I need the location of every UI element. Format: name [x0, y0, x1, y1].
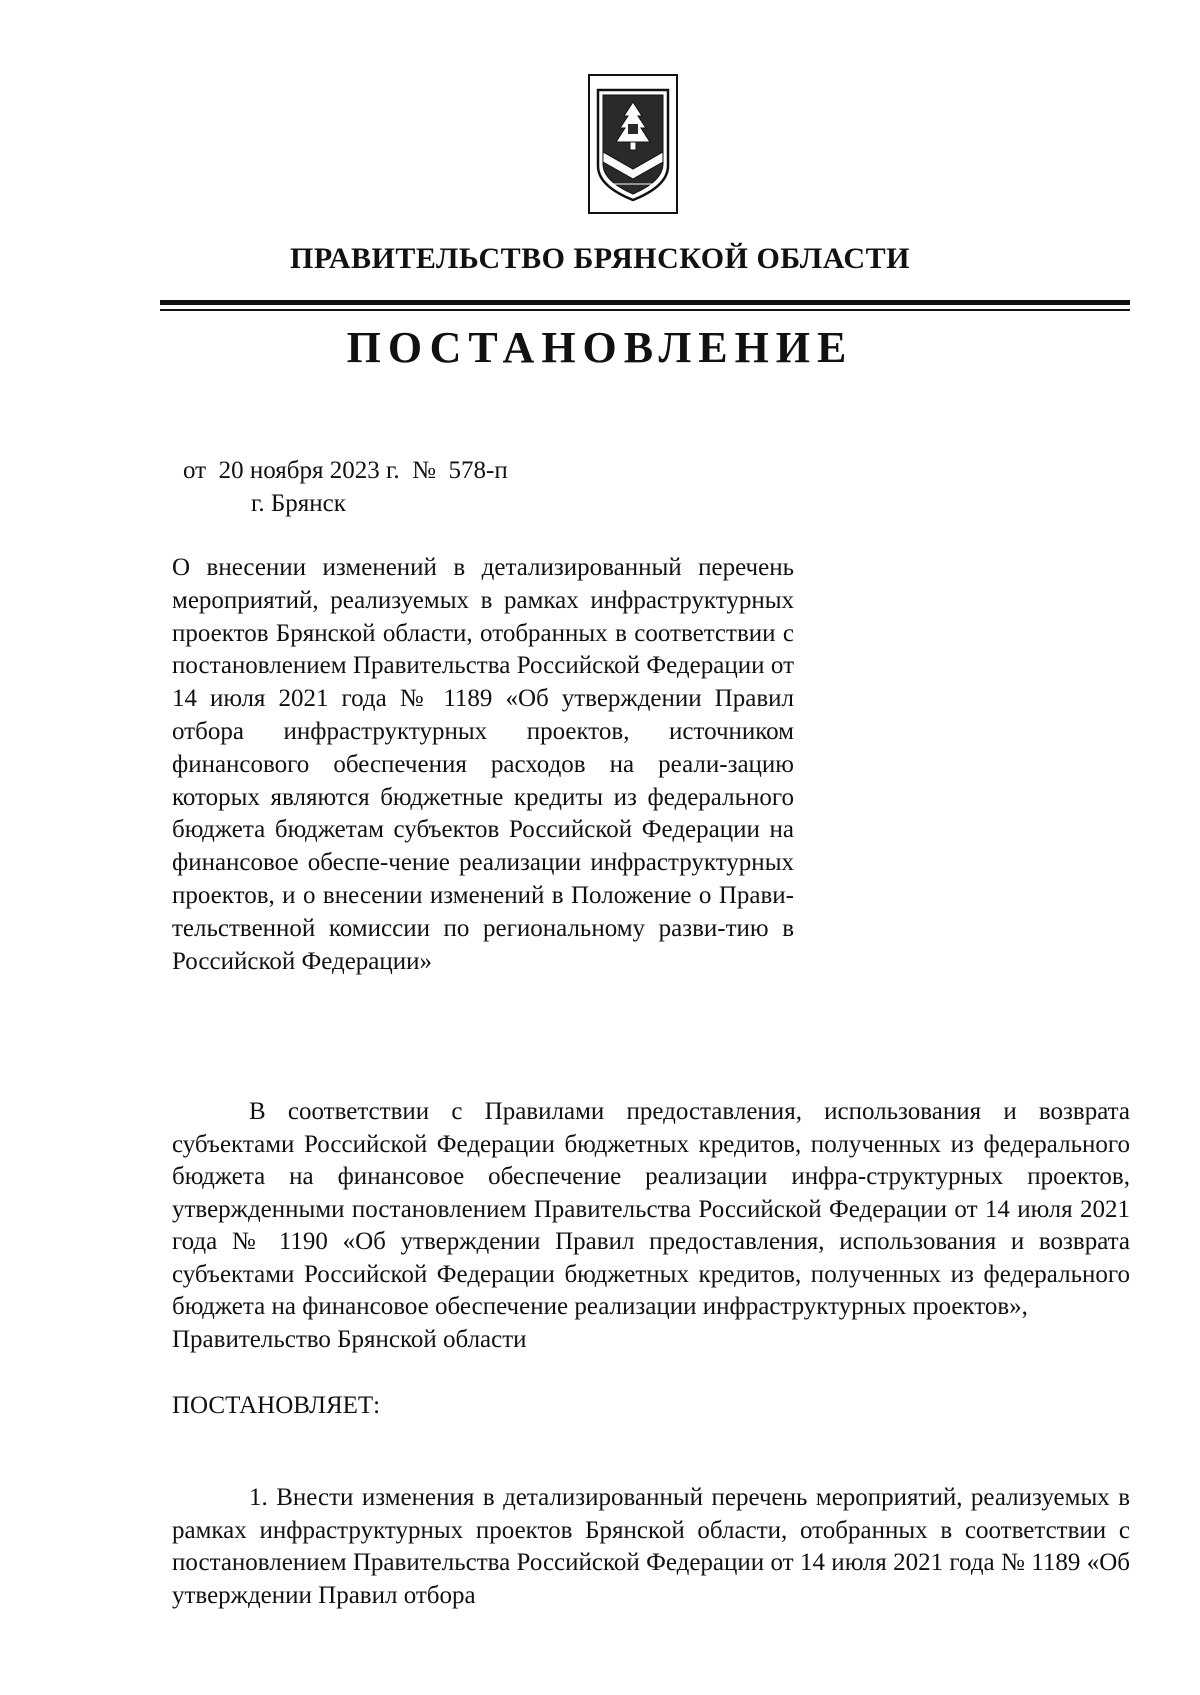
decree-item-1: 1. Внести изменения в детализированный перечень мероприятий, реализуемых в рамках инфраструктурных проектов Брянской области, отобранных в соответствии с постановлением Правительства Российской Федерации от 14 июля 2021 года № 1189 «Об утверждении Правил отбора	[172, 1484, 1130, 1609]
document-date-number: от 20 ноября 2023 г. № 578-п	[183, 457, 508, 484]
header-rule-thin	[160, 309, 1130, 311]
preamble-signer: Правительство Брянской области	[172, 1325, 527, 1353]
preamble-text: В соответствии с Правилами предоставления, использования и возврата субъектами Российской Федерации бюджетных кредитов, полученных из федерального бюджета на финансовое обеспечение реализации инфра-структурных проектов, утвержденными постановлением Правительства Российской Федерации от 14 июля 2021 года № 1190 «Об утверждении Правил предоставления, использования и возврата субъектами Российской Федерации бюджетных кредитов, полученных из федерального бюджета на финансовое обеспечение реализации инфраструктурных проектов»,	[172, 1098, 1130, 1320]
bryansk-coat-of-arms-icon	[588, 74, 678, 214]
document-type-title: ПОСТАНОВЛЕНИЕ	[346, 323, 854, 372]
document-subject: О внесении изменений в детализированный перечень мероприятий, реализуемых в рамках инфраструктурных проектов Брянской области, отобранных в соответствии с постановлением Правительства Российской Федерации от 14 июля 2021 года № 1189 «Об утверждении Правил отбора инфраструктурных проектов, источником финансового обеспечения расходов на реали-зацию которых являются бюджетные кредиты из федерального бюджета бюджетам субъектов Российской Федерации на финансовое обеспе-чение реализации инфраструктурных проектов, и о внесении изменений в Положение о Прави-тельственной комиссии по региональному разви-тию в Российской Федерации»	[172, 554, 794, 975]
document-city: г. Брянск	[251, 490, 346, 517]
decree-word: ПОСТАНОВЛЯЕТ:	[172, 1392, 381, 1419]
organization-name: ПРАВИТЕЛЬСТВО БРЯНСКОЙ ОБЛАСТИ	[290, 242, 910, 275]
header-rule-thick	[160, 300, 1130, 305]
preamble-paragraph	[172, 1096, 1130, 1356]
